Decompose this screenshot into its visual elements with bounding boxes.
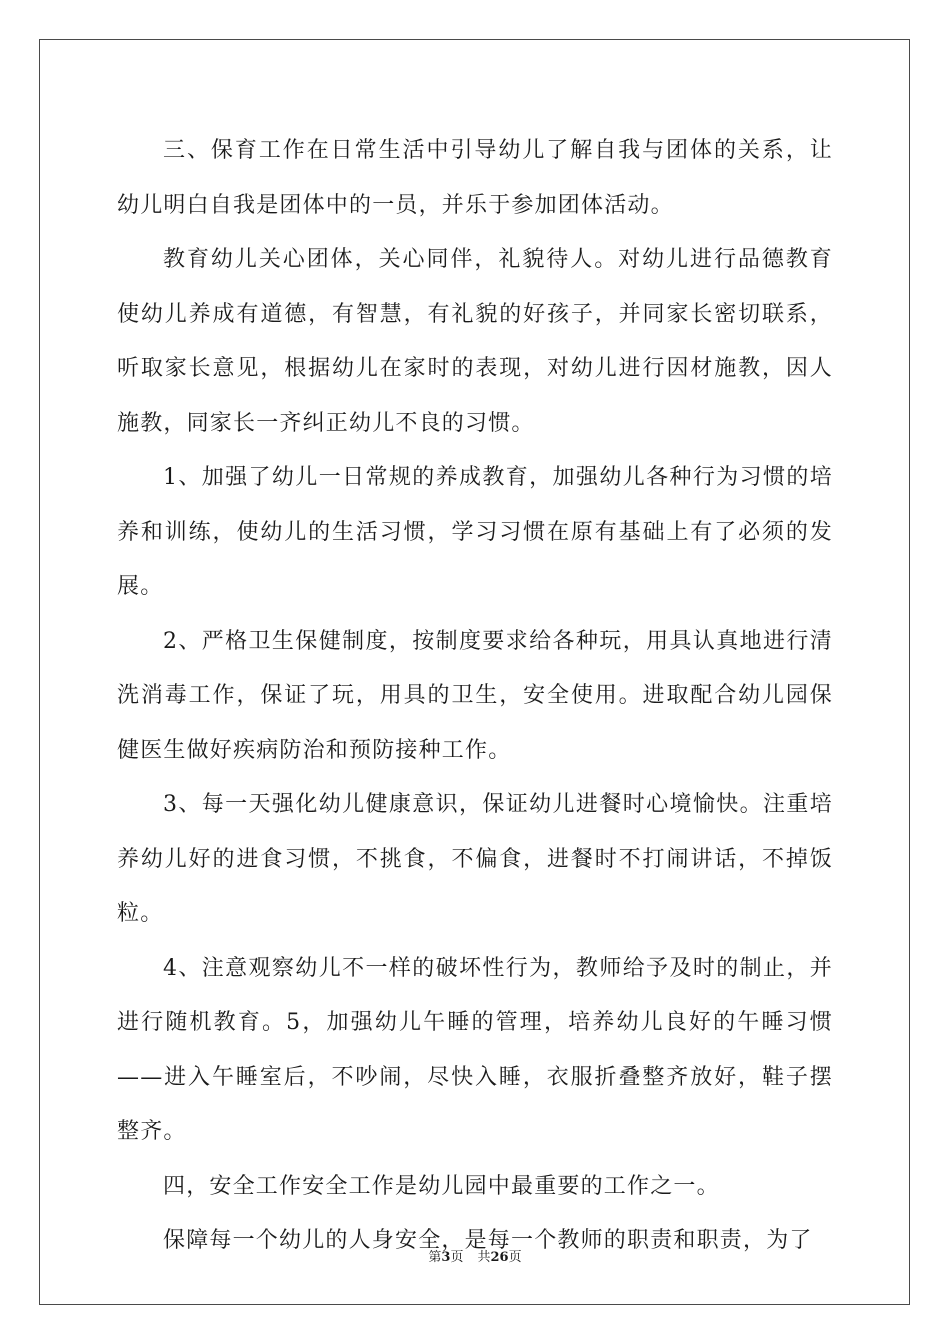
document-body	[117, 124, 833, 1269]
paragraph-moral-education: 教育幼儿关心团体，关心同伴，礼貌待人。对幼儿进行品德教育使幼儿养成有道德，有智慧，有礼貌的好孩子，并同家长密切联系，听取家长意见，根据幼儿在家时的表现，对幼儿进行因材施教，因人施教，同家长一齐纠正幼儿不良的习惯。	[117, 247, 833, 436]
page-prefix: 第	[428, 1250, 442, 1265]
total-suffix: 页	[508, 1250, 522, 1265]
paragraph-item-4: 4、注意观察幼儿不一样的破坏性行为，教师给予及时的制止，并进行随机教育。5，加强幼儿午睡的管理，培养幼儿良好的午睡习惯——进入午睡室后，不吵闹，尽快入睡，衣服折叠整齐放好，鞋子摆整齐。	[117, 955, 833, 1144]
paragraph-item-3: 3、每一天强化幼儿健康意识，保证幼儿进餐时心境愉快。注重培养幼儿好的进食习惯，不挑食，不偏食，进餐时不打闹讲话，不掉饭粒。	[117, 792, 833, 926]
paragraph-section-three: 三、保育工作在日常生活中引导幼儿了解自我与团体的关系，让幼儿明白自我是团体中的一员，并乐于参加团体活动。	[117, 138, 833, 218]
page-suffix: 页	[450, 1250, 464, 1265]
paragraph-item-2: 2、严格卫生保健制度，按制度要求给各种玩，用具认真地进行清洗消毒工作，保证了玩，用具的卫生，安全使用。进取配合幼儿园保健医生做好疾病防治和预防接种工作。	[117, 628, 833, 763]
paragraph-safety: 保障每一个幼儿的人身安全，是每一个教师的职责和职责，为了	[163, 1228, 813, 1253]
paragraph-item-1: 1、加强了幼儿一日常规的养成教育，加强幼儿各种行为习惯的培养和训练，使幼儿的生活习惯，学习习惯在原有基础上有了必须的发展。	[117, 465, 833, 599]
total-prefix: 共	[477, 1250, 491, 1265]
total-pages: 26	[490, 1250, 509, 1265]
paragraph-section-four: 四，安全工作安全工作是幼儿园中最重要的工作之一。	[163, 1173, 720, 1199]
page-number: 3	[441, 1250, 451, 1265]
page-footer	[0, 1246, 950, 1265]
